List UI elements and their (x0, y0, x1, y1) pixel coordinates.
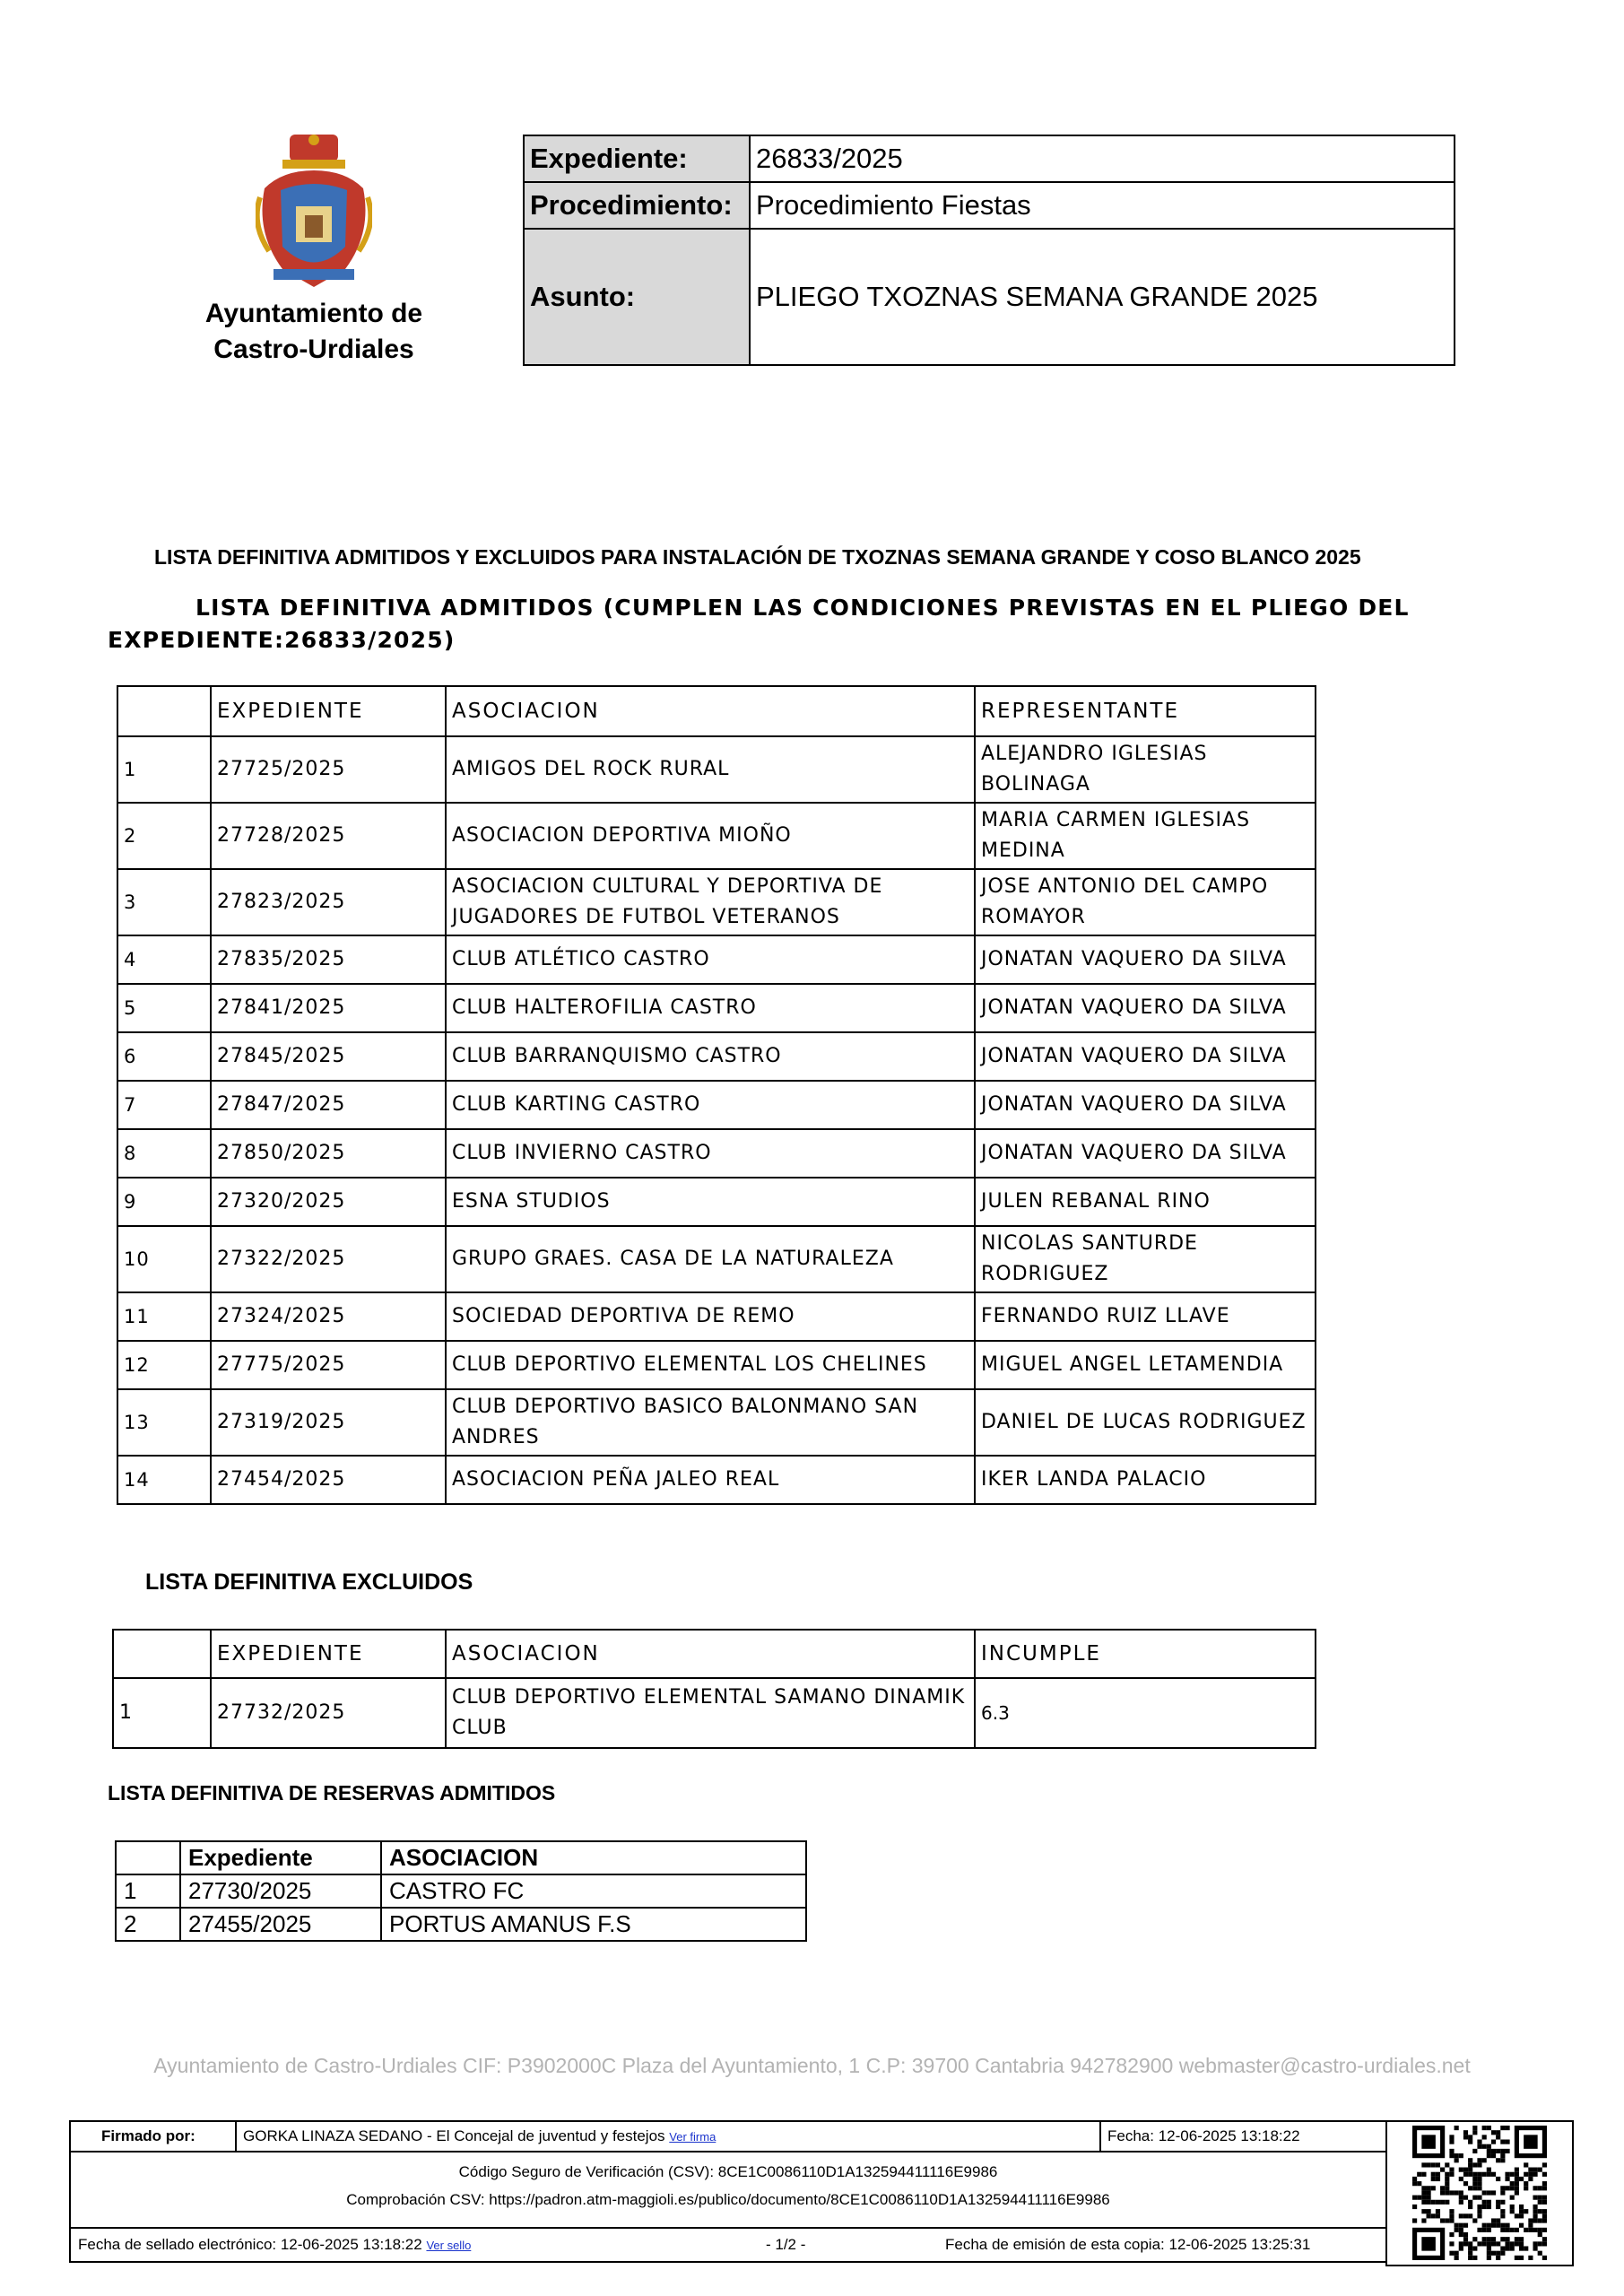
table-cell: 27320/2025 (211, 1178, 446, 1226)
table-cell: GRUPO GRAES. CASA DE LA NATURALEZA (446, 1226, 975, 1292)
footer-address: Ayuntamiento de Castro-Urdiales CIF: P3902000C Plaza del Ayuntamiento, 1 C.P: 39700 Cantabria 942782900 webmaster@castro-urdiales.net (153, 2054, 1471, 2077)
table-cell: CLUB DEPORTIVO ELEMENTAL LOS CHELINES (446, 1341, 975, 1389)
csv-url: Comprobación CSV: https://padron.atm-maggioli.es/publico/documento/8CE1C0086110D1A132594411116E9986 (346, 2191, 1110, 2208)
table-cell: CLUB DEPORTIVO ELEMENTAL SAMANO DINAMIK CLUB (446, 1678, 975, 1748)
table-row (117, 1226, 1316, 1292)
table-row (116, 1908, 806, 1941)
ver-firma-link[interactable]: Ver firma (669, 2130, 716, 2144)
table-cell: 5 (117, 984, 211, 1032)
table-cell: 11 (117, 1292, 211, 1341)
table-cell: ASOCIACION CULTURAL Y DEPORTIVA DE JUGADORES DE FUTBOL VETERANOS (446, 869, 975, 935)
reservas-column-header (116, 1841, 180, 1874)
expediente-value: 26833/2025 (750, 135, 1455, 182)
table-row (117, 803, 1316, 869)
table-cell: MIGUEL ANGEL LETAMENDIA (975, 1341, 1316, 1389)
csv-code: Código Seguro de Verificación (CSV): 8CE1C0086110D1A132594411116E9986 (458, 2163, 998, 2180)
table-cell: JONATAN VAQUERO DA SILVA (975, 984, 1316, 1032)
admitidos-column-header: REPRESENTANTE (975, 686, 1316, 736)
table-row (117, 1081, 1316, 1129)
table-cell: CLUB KARTING CASTRO (446, 1081, 975, 1129)
table-cell: 27850/2025 (211, 1129, 446, 1178)
table-cell: JONATAN VAQUERO DA SILVA (975, 1081, 1316, 1129)
table-row (117, 935, 1316, 984)
table-cell: SOCIEDAD DEPORTIVA DE REMO (446, 1292, 975, 1341)
page-number: - 1/2 - (766, 2236, 806, 2253)
table-cell: 8 (117, 1129, 211, 1178)
expediente-header-table (523, 135, 1455, 366)
admitidos-table (117, 685, 1316, 1505)
table-cell: 27845/2025 (211, 1032, 446, 1081)
table-row (117, 869, 1316, 935)
table-cell: IKER LANDA PALACIO (975, 1456, 1316, 1504)
firmante: GORKA LINAZA SEDANO - El Concejal de juventud y festejos Ver firma (243, 2127, 716, 2144)
table-cell: NICOLAS SANTURDE RODRIGUEZ (975, 1226, 1316, 1292)
qr-code-icon (1412, 2126, 1547, 2260)
table-cell: JONATAN VAQUERO DA SILVA (975, 935, 1316, 984)
document-title: LISTA DEFINITIVA ADMITIDOS Y EXCLUIDOS PARA INSTALACIÓN DE TXOZNAS SEMANA GRANDE Y COSO BLANCO 2025 (154, 545, 1361, 569)
table-cell: 1 (116, 1874, 180, 1908)
table-cell: 27728/2025 (211, 803, 446, 869)
table-cell: ALEJANDRO IGLESIAS BOLINAGA (975, 736, 1316, 803)
excluidos-column-header (113, 1630, 211, 1678)
table-cell: 27322/2025 (211, 1226, 446, 1292)
reservas-column-header: Expediente (180, 1841, 381, 1874)
table-cell: 4 (117, 935, 211, 984)
table-cell: AMIGOS DEL ROCK RURAL (446, 736, 975, 803)
table-cell: CLUB BARRANQUISMO CASTRO (446, 1032, 975, 1081)
admitidos-column-header: EXPEDIENTE (211, 686, 446, 736)
excluidos-column-header: EXPEDIENTE (211, 1630, 446, 1678)
table-cell: JONATAN VAQUERO DA SILVA (975, 1129, 1316, 1178)
table-row (117, 1032, 1316, 1081)
table-row (117, 1178, 1316, 1226)
table-cell: PORTUS AMANUS F.S (381, 1908, 806, 1941)
reservas-heading: LISTA DEFINITIVA DE RESERVAS ADMITIDOS (108, 1781, 556, 1805)
excluidos-column-header: INCUMPLE (975, 1630, 1316, 1678)
table-cell: MARIA CARMEN IGLESIAS MEDINA (975, 803, 1316, 869)
procedimiento-label: Procedimiento: (524, 182, 750, 229)
table-cell: 10 (117, 1226, 211, 1292)
table-row (117, 1389, 1316, 1456)
table-cell: 27847/2025 (211, 1081, 446, 1129)
table-row (117, 1341, 1316, 1389)
table-cell: 1 (117, 736, 211, 803)
table-cell: 27454/2025 (211, 1456, 446, 1504)
table-cell: JOSE ANTONIO DEL CAMPO ROMAYOR (975, 869, 1316, 935)
table-cell: CLUB ATLÉTICO CASTRO (446, 935, 975, 984)
expediente-label: Expediente: (524, 135, 750, 182)
table-cell: ASOCIACION PEÑA JALEO REAL (446, 1456, 975, 1504)
table-cell: DANIEL DE LUCAS RODRIGUEZ (975, 1389, 1316, 1456)
table-cell: ASOCIACION DEPORTIVA MIOÑO (446, 803, 975, 869)
excluidos-table (112, 1629, 1316, 1749)
table-row (113, 1678, 1316, 1748)
table-cell: 27455/2025 (180, 1908, 381, 1941)
table-cell: JONATAN VAQUERO DA SILVA (975, 1032, 1316, 1081)
firma-fecha: Fecha: 12-06-2025 13:18:22 (1107, 2127, 1300, 2144)
table-row (117, 1456, 1316, 1504)
admitidos-column-header: ASOCIACION (446, 686, 975, 736)
table-row (117, 984, 1316, 1032)
table-row (116, 1874, 806, 1908)
asunto-label: Asunto: (524, 229, 750, 365)
admitidos-heading: LISTA DEFINITIVA ADMITIDOS (CUMPLEN LAS CONDICIONES PREVISTAS EN EL PLIEGO DEL EXPEDIENTE:26833/2025) (108, 595, 1410, 653)
asunto-value: PLIEGO TXOZNAS SEMANA GRANDE 2025 (750, 229, 1455, 365)
table-cell: 2 (116, 1908, 180, 1941)
excluidos-column-header: ASOCIACION (446, 1630, 975, 1678)
admitidos-column-header (117, 686, 211, 736)
table-cell: CASTRO FC (381, 1874, 806, 1908)
coat-of-arms-logo (256, 135, 372, 291)
excluidos-heading: LISTA DEFINITIVA EXCLUIDOS (145, 1570, 473, 1595)
table-cell: CLUB INVIERNO CASTRO (446, 1129, 975, 1178)
table-cell: 27324/2025 (211, 1292, 446, 1341)
table-cell: CLUB HALTEROFILIA CASTRO (446, 984, 975, 1032)
table-cell: 7 (117, 1081, 211, 1129)
table-cell: 27841/2025 (211, 984, 446, 1032)
organization-name: Ayuntamiento de Castro-Urdiales (204, 299, 423, 364)
table-cell: 27823/2025 (211, 869, 446, 935)
table-cell: 6 (117, 1032, 211, 1081)
table-row (117, 1292, 1316, 1341)
emision-fecha: Fecha de emisión de esta copia: 12-06-2025 13:25:31 (945, 2236, 1311, 2253)
reservas-column-header: ASOCIACION (381, 1841, 806, 1874)
table-cell: 27725/2025 (211, 736, 446, 803)
table-cell: 27730/2025 (180, 1874, 381, 1908)
table-row (117, 1129, 1316, 1178)
table-cell: 3 (117, 869, 211, 935)
firmado-label: Firmado por: (101, 2127, 195, 2144)
table-cell: 2 (117, 803, 211, 869)
table-cell: 9 (117, 1178, 211, 1226)
table-cell: 27775/2025 (211, 1341, 446, 1389)
table-cell: 12 (117, 1341, 211, 1389)
reservas-table (115, 1840, 807, 1942)
table-cell: 27319/2025 (211, 1389, 446, 1456)
table-cell: 13 (117, 1389, 211, 1456)
table-cell: 6.3 (975, 1678, 1316, 1748)
procedimiento-value: Procedimiento Fiestas (750, 182, 1455, 229)
table-cell: 27835/2025 (211, 935, 446, 984)
table-cell: CLUB DEPORTIVO BASICO BALONMANO SAN ANDRES (446, 1389, 975, 1456)
table-cell: 1 (113, 1678, 211, 1748)
table-row (117, 736, 1316, 803)
table-cell: 14 (117, 1456, 211, 1504)
signature-box (69, 2120, 1572, 2263)
qr-code-box (1385, 2120, 1574, 2266)
ver-sello-link[interactable]: Ver sello (426, 2239, 472, 2252)
table-cell: FERNANDO RUIZ LLAVE (975, 1292, 1316, 1341)
table-cell: ESNA STUDIOS (446, 1178, 975, 1226)
table-cell: 27732/2025 (211, 1678, 446, 1748)
sellado-fecha: Fecha de sellado electrónico: 12-06-2025 13:18:22 Ver sello (78, 2236, 472, 2253)
table-cell: JULEN REBANAL RINO (975, 1178, 1316, 1226)
